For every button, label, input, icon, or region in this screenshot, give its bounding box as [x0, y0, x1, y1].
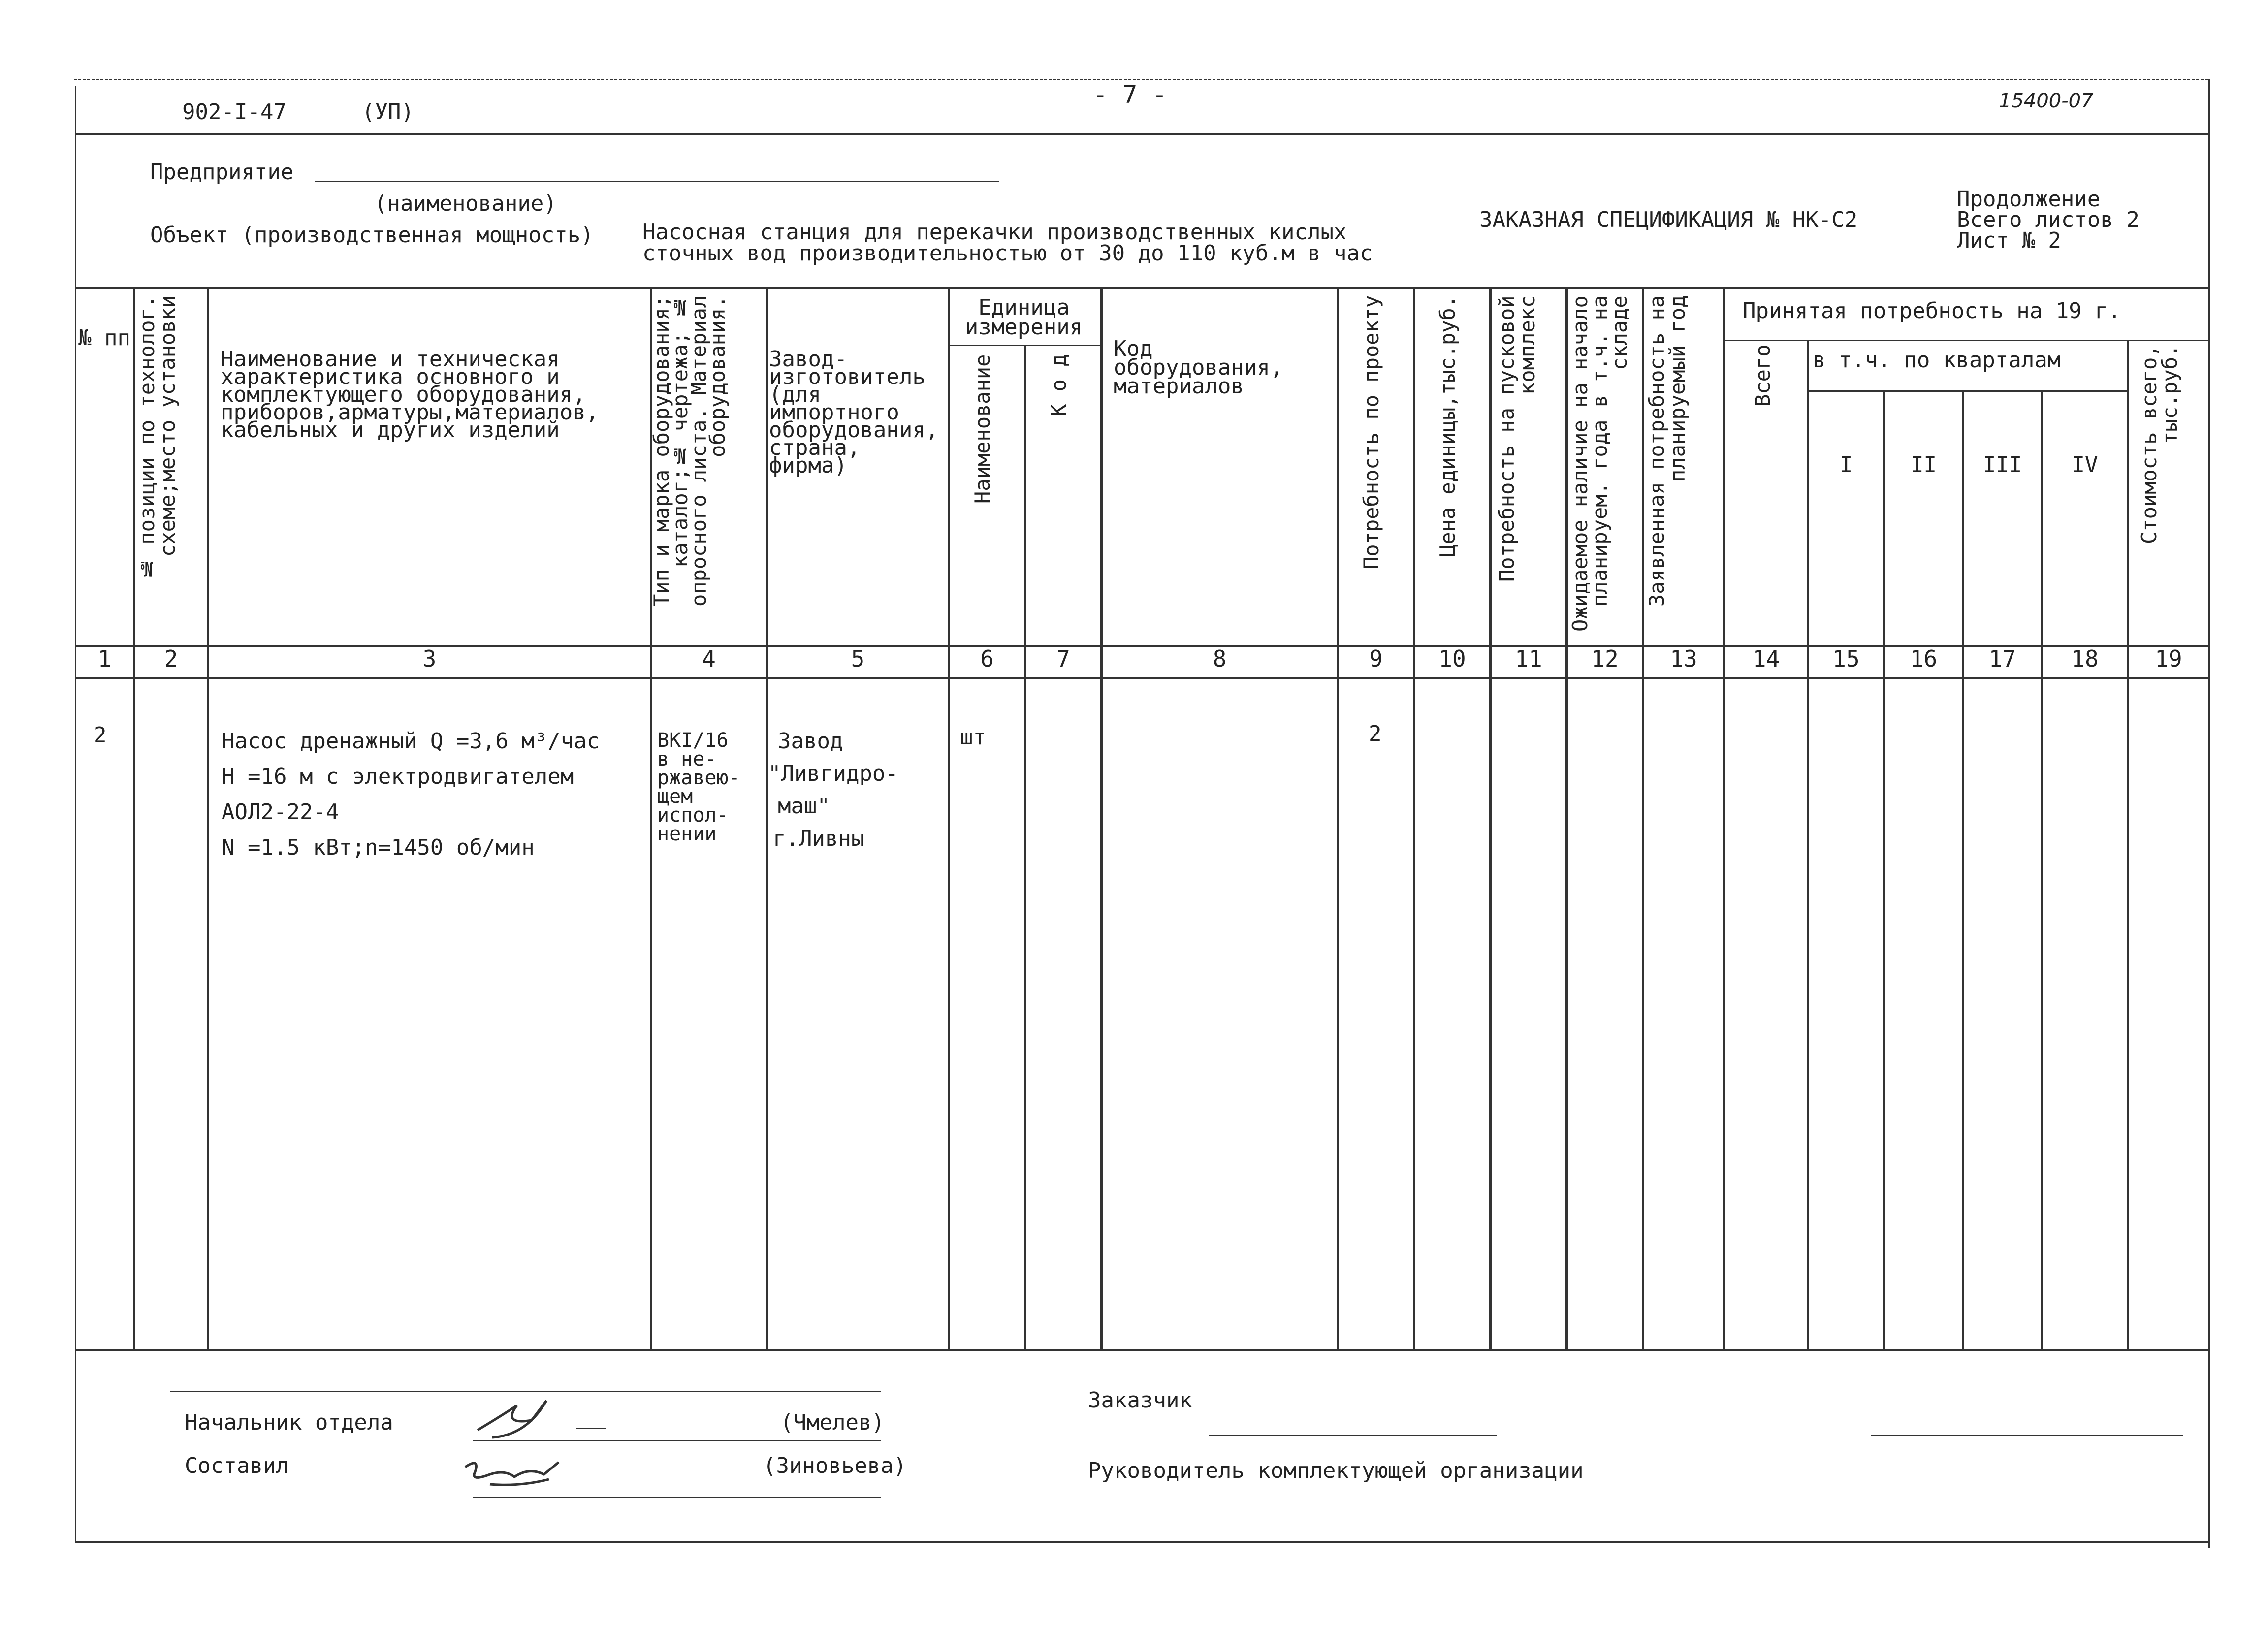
col-number: 1 [97, 645, 112, 672]
col-number: 13 [1670, 645, 1697, 672]
col-number: 12 [1591, 645, 1619, 672]
col-header-5: Завод-изготовитель (для импортного оборудования, страна, фирма) [769, 347, 939, 478]
page-number: - 7 - [1093, 80, 1167, 109]
quarter-3-header: III [1982, 452, 2022, 478]
row-maker-line: "Ливгидро- [768, 761, 898, 786]
col-number: 18 [2071, 645, 2099, 672]
row-type-line: в не- [657, 748, 717, 770]
col-header-14: Всего [1751, 345, 1775, 407]
quarters-group-line [1807, 390, 2127, 392]
row-type-line: щем [657, 785, 693, 808]
object-line-1: Насосная станция для перекачки производственных кислых [642, 220, 1347, 245]
enterprise-name-line [315, 181, 999, 182]
sheets-total: Всего листов 2 [1957, 207, 2140, 232]
col-number: 10 [1438, 645, 1466, 672]
head-dept-name: (Чмелев) [780, 1410, 885, 1435]
head-dept-dash [576, 1428, 606, 1429]
col-number: 7 [1056, 645, 1070, 672]
col-number: 5 [851, 645, 865, 672]
album-number: 15400-07 [1999, 90, 2094, 112]
col-number: 3 [422, 645, 437, 672]
row-type-line: нении [657, 823, 717, 845]
quarter-1-header: I [1839, 452, 1853, 478]
doc-code: 902-I-47 [182, 99, 287, 125]
row-maker-line: маш" [778, 794, 830, 819]
compiled-sign-line [473, 1497, 881, 1498]
row-name-line: АОЛ2-22-4 [222, 799, 339, 825]
col-header-19: Стоимость всего, тыс.руб. [2137, 345, 2182, 544]
colnum-bottom-line [75, 677, 2209, 679]
row-pp: 2 [94, 723, 107, 748]
name-hint: (наименование) [374, 191, 557, 216]
row-name-line: Н =16 м с электродвигателем [222, 764, 574, 789]
col-header-3: Наименование и техническая характеристика основного и комплектующего оборудования, приборов,арматуры,материалов, кабельных и других изделий [221, 347, 599, 443]
col-number: 2 [164, 645, 178, 672]
row-type-line: испол- [657, 804, 729, 827]
table-top-line [75, 287, 2209, 289]
continuation-label: Продолжение [1957, 187, 2101, 212]
col-number: 15 [1832, 645, 1860, 672]
col-header-2: № позиции по технолог. схеме;место установки [135, 295, 180, 581]
row-unit: шт [960, 725, 986, 750]
head-dept-signature [473, 1391, 571, 1447]
row-qty: 2 [1369, 721, 1382, 746]
head-dept-label: Начальник отдела [185, 1410, 393, 1435]
customer-line [1209, 1435, 1497, 1436]
row-type-line: ржавею- [657, 766, 740, 789]
table-bottom-line [75, 1349, 2209, 1351]
col-number: 8 [1213, 645, 1227, 672]
col-number: 6 [980, 645, 994, 672]
col-header-6: Наименование [970, 354, 994, 504]
col-number: 11 [1515, 645, 1542, 672]
quarter-2-header: II [1911, 452, 1937, 478]
org-head-label: Руководитель комплектующей организации [1088, 1458, 1584, 1483]
compiled-label: Составил [185, 1453, 289, 1478]
frame-left [75, 86, 76, 1543]
col-number: 4 [702, 645, 716, 672]
row-name-line: Насос дренажный Q =3,6 м³/час [222, 729, 600, 754]
row-type-line: ВКI/16 [657, 729, 729, 752]
compiled-signature [460, 1447, 569, 1494]
head-dept-sign-line [473, 1440, 881, 1441]
frame-right [2208, 79, 2210, 1548]
sheet-number: Лист № 2 [1957, 228, 2061, 253]
row-maker-line: Завод [778, 729, 843, 754]
doc-mark: (УП) [362, 99, 414, 125]
row-name-line: N =1.5 кВт;n=1450 об/мин [222, 835, 535, 860]
col-header-13: Заявленная потребность на планируемый год [1645, 295, 1690, 607]
col-number: 16 [1910, 645, 1938, 672]
col-header-9: Потребность по проекту [1359, 295, 1383, 570]
col-header-8: Код оборудования, материалов [1114, 336, 1283, 399]
col-header-11: Потребность на пусковой комплекс [1495, 295, 1539, 582]
customer-label: Заказчик [1088, 1388, 1192, 1413]
enterprise-label: Предприятие [150, 160, 294, 185]
object-line-2: сточных вод производительностью от 30 до 110 куб.м в час [642, 241, 1373, 266]
col-header-1: № пп [78, 325, 130, 351]
col-number: 17 [1988, 645, 2016, 672]
quarter-4-header: IV [2072, 452, 2098, 478]
col-header-4: Тип и марка оборудования; каталог;№ чертежа; № опросного листа. Материал оборудования. [649, 295, 730, 607]
col-header-7: К о д [1047, 354, 1071, 417]
col-header-10: Цена единицы,тыс.руб. [1436, 295, 1460, 557]
col-number: 19 [2155, 645, 2182, 672]
frame-bottom-line [75, 1541, 2209, 1543]
col-number: 14 [1752, 645, 1780, 672]
col-number: 9 [1369, 645, 1383, 672]
col-header-12: Ожидаемое наличие на начало планируем. года в т.ч. на складе [1568, 295, 1631, 632]
spec-title: ЗАКАЗНАЯ СПЕЦИФИКАЦИЯ № НК-С2 [1479, 207, 1858, 232]
accepted-group-header: Принятая потребность на 19 г. [1743, 298, 2121, 323]
accepted-group-line [1723, 340, 2208, 341]
header-top-line [75, 133, 2209, 135]
object-label: Объект (производственная мощность) [150, 223, 594, 248]
row-maker-line: г.Ливны [773, 826, 864, 851]
unit-group-header: Единица измерения [965, 295, 1083, 340]
compiled-name: (Зиновьева) [763, 1453, 907, 1478]
quarters-group-header: в т.ч. по кварталам [1813, 348, 2061, 373]
customer-line-right [1871, 1435, 2183, 1436]
